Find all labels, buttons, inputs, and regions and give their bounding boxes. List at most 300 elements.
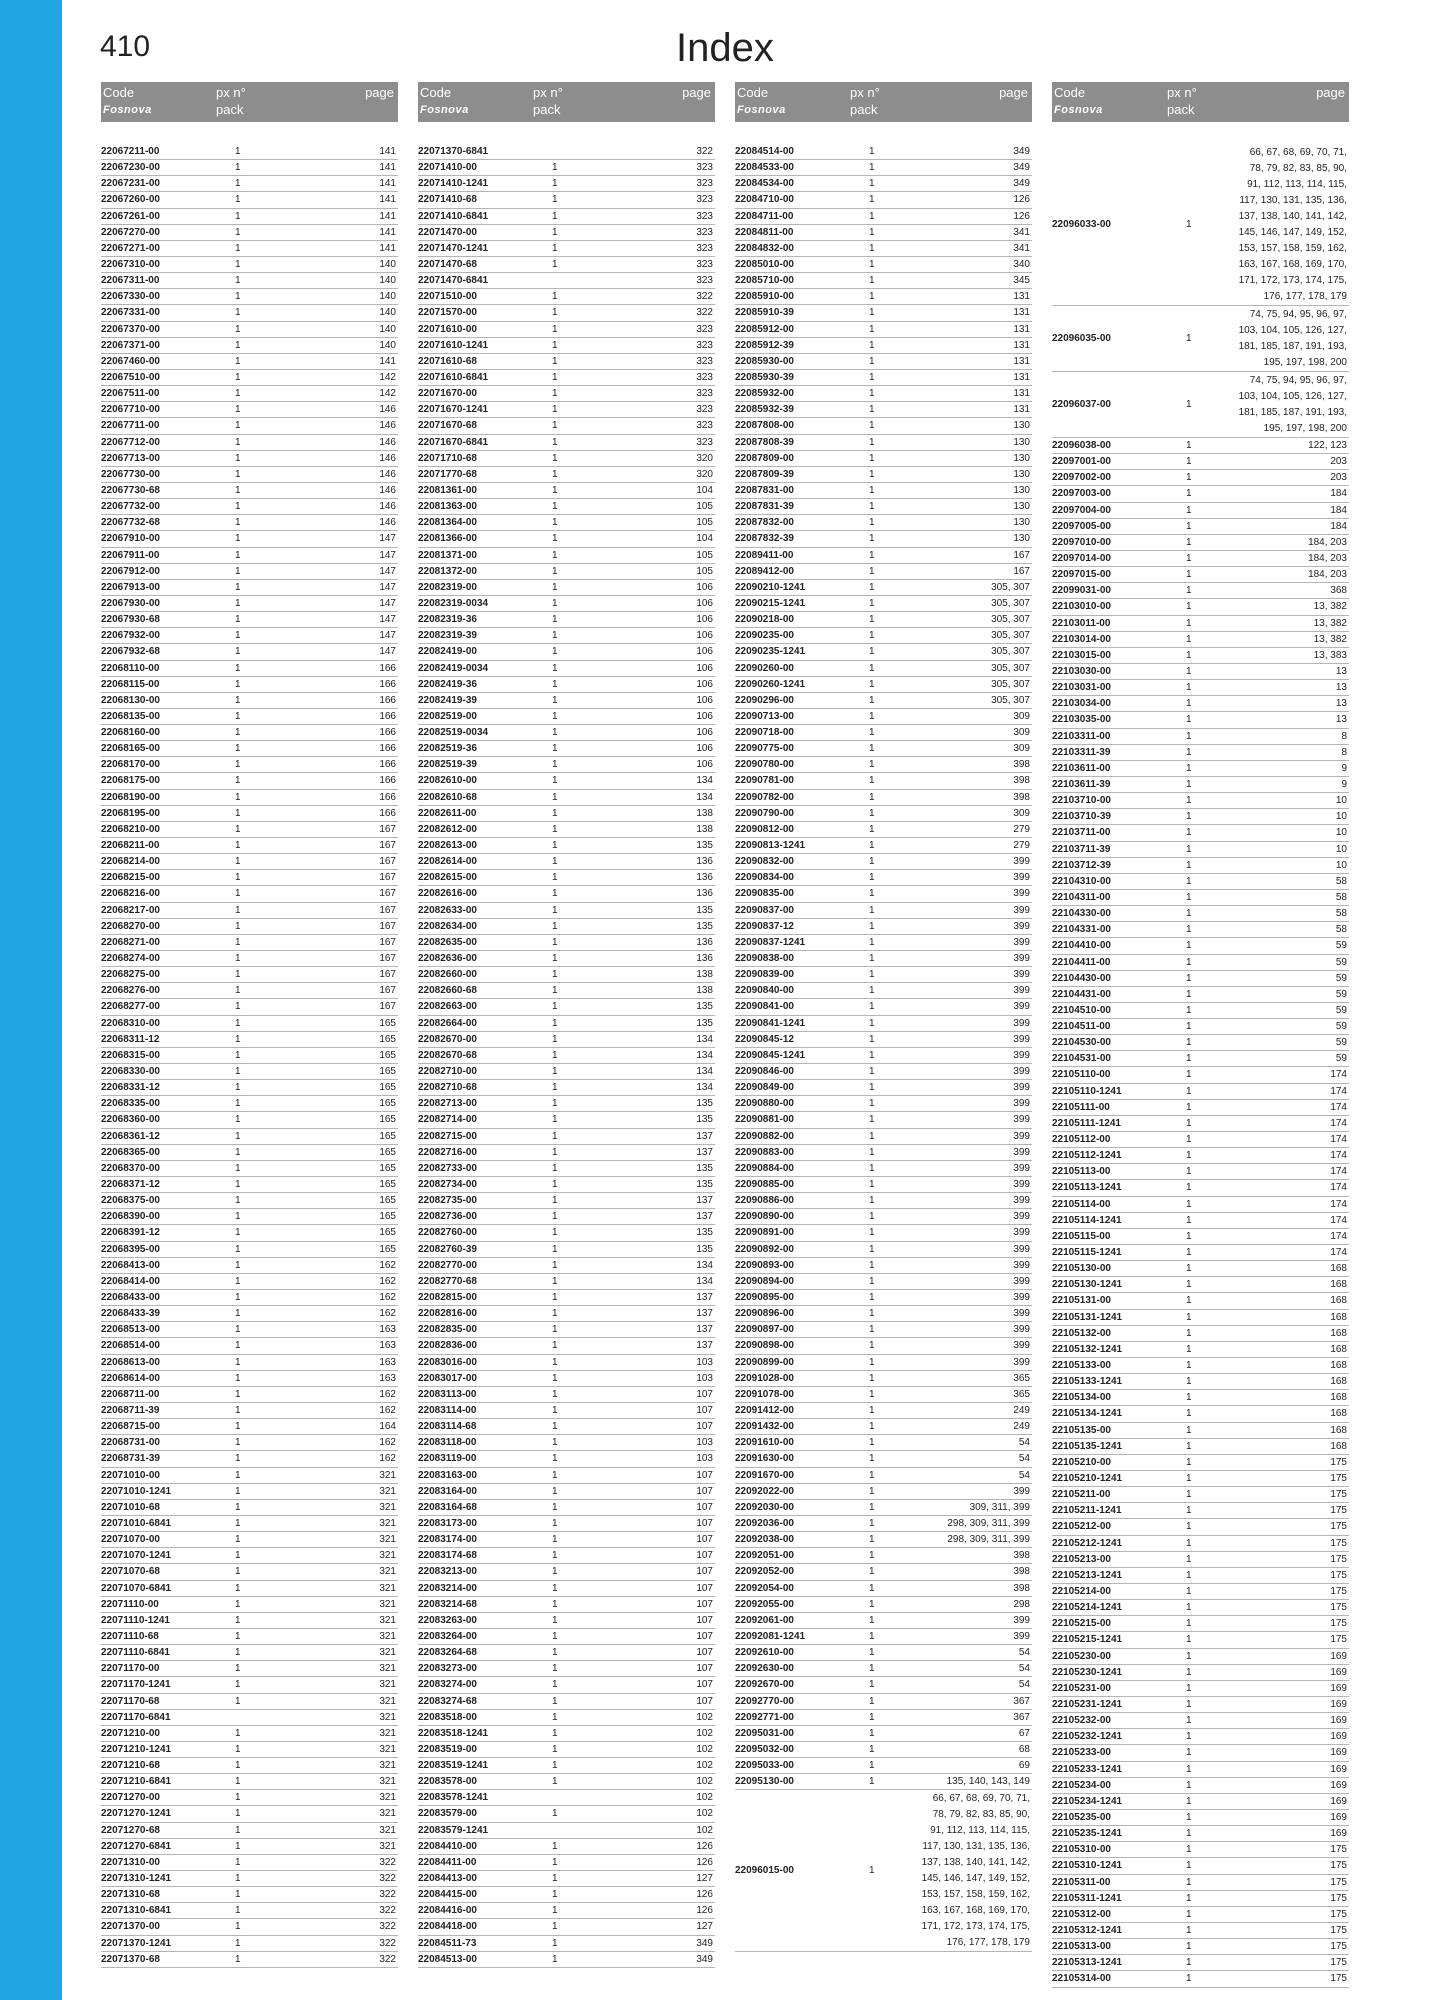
pack-quantity: 1 xyxy=(869,1308,875,1320)
index-row xyxy=(735,257,1032,273)
item-code: 22090780-00 xyxy=(735,759,794,771)
page-reference: 141 xyxy=(379,194,396,206)
pack-quantity: 1 xyxy=(552,1517,558,1529)
index-row xyxy=(1052,825,1349,841)
index-row xyxy=(418,241,715,257)
pack-quantity: 1 xyxy=(869,404,875,416)
item-code: 22092030-00 xyxy=(735,1501,794,1513)
header-pack: pack xyxy=(850,102,878,117)
item-code: 22067330-00 xyxy=(101,291,160,303)
item-code: 22084534-00 xyxy=(735,178,794,190)
item-code: 22105210-1241 xyxy=(1052,1473,1123,1484)
pack-quantity: 1 xyxy=(552,1501,558,1513)
index-row xyxy=(418,999,715,1015)
index-row xyxy=(735,338,1032,354)
pack-quantity: 1 xyxy=(1186,1634,1192,1646)
item-code: 22085910-00 xyxy=(735,291,794,303)
page-reference: 130 xyxy=(1013,420,1030,432)
index-row xyxy=(1052,1035,1349,1051)
item-code: 22083578-00 xyxy=(418,1776,477,1788)
index-row xyxy=(735,273,1032,289)
item-code: 22068731-00 xyxy=(101,1437,160,1449)
index-row xyxy=(735,1677,1032,1693)
pack-quantity: 1 xyxy=(869,339,875,351)
index-row xyxy=(101,1823,398,1839)
index-row xyxy=(735,1274,1032,1290)
pack-quantity: 1 xyxy=(235,856,241,868)
page-reference: 305, 307 xyxy=(991,614,1030,626)
item-code: 22092610-00 xyxy=(735,1647,794,1659)
page-reference: 102 xyxy=(696,1824,713,1836)
header-page: page xyxy=(365,85,394,100)
pack-quantity: 1 xyxy=(1186,746,1192,758)
item-code: 22082633-00 xyxy=(418,904,477,916)
pack-quantity: 1 xyxy=(552,1921,558,1933)
page-reference: 165 xyxy=(379,1049,396,1061)
item-code: 22081364-00 xyxy=(418,517,477,529)
index-row xyxy=(1052,890,1349,906)
item-code: 22071770-68 xyxy=(418,468,477,480)
page-reference: 399 xyxy=(1013,1308,1030,1320)
pack-quantity: 1 xyxy=(552,1098,558,1110)
item-code: 22068715-00 xyxy=(101,1421,160,1433)
page-reference: 203 xyxy=(1330,472,1347,484)
item-code: 22071210-6841 xyxy=(101,1776,172,1788)
pack-quantity: 1 xyxy=(235,1937,241,1949)
index-row xyxy=(735,1355,1032,1371)
page-reference: 146 xyxy=(379,420,396,432)
pack-quantity: 1 xyxy=(869,710,875,722)
page-reference: 175 xyxy=(1330,1456,1347,1468)
pack-quantity: 1 xyxy=(1186,1537,1192,1549)
item-code: 22082836-00 xyxy=(418,1340,477,1352)
index-row xyxy=(418,1887,715,1903)
index-row xyxy=(101,951,398,967)
index-row xyxy=(1052,1939,1349,1955)
index-row xyxy=(1052,777,1349,793)
page-reference: 309 xyxy=(1013,807,1030,819)
index-row xyxy=(101,1516,398,1532)
item-code: 22105111-00 xyxy=(1052,1101,1110,1113)
item-code: 22071110-6841 xyxy=(101,1647,170,1659)
index-row xyxy=(101,1468,398,1484)
page-reference: 323 xyxy=(696,404,713,416)
pack-quantity: 1 xyxy=(552,759,558,771)
item-code: 22090899-00 xyxy=(735,1356,794,1368)
pack-quantity: 1 xyxy=(869,1275,875,1287)
item-code: 22067932-68 xyxy=(101,646,160,658)
page-reference: 126 xyxy=(1013,194,1030,206)
index-row xyxy=(101,289,398,305)
pack-quantity: 1 xyxy=(235,533,241,545)
item-code: 22071410-00 xyxy=(418,162,477,174)
page-reference: 131 xyxy=(1013,371,1030,383)
page-reference: 162 xyxy=(379,1453,396,1465)
item-code: 22092054-00 xyxy=(735,1582,794,1594)
index-row xyxy=(418,1823,715,1839)
pack-quantity: 1 xyxy=(869,355,875,367)
item-code: 22067260-00 xyxy=(101,194,160,206)
index-row xyxy=(418,1694,715,1710)
page-reference: 107 xyxy=(696,1517,713,1529)
page-reference: 74, 75, 94, 95, 96, 97, 103, 104, 105, 126, 127, 181, 185, 187, 191, 193, 195, 197, 198, 200 xyxy=(1238,309,1347,368)
index-row xyxy=(735,725,1032,741)
pack-quantity: 1 xyxy=(235,1324,241,1336)
page-reference: 399 xyxy=(1013,1259,1030,1271)
pack-quantity: 1 xyxy=(235,1760,241,1772)
pack-quantity: 1 xyxy=(552,1421,558,1433)
index-row xyxy=(735,160,1032,176)
index-row xyxy=(418,305,715,321)
page-reference: 323 xyxy=(696,371,713,383)
item-code: 22068375-00 xyxy=(101,1195,160,1207)
page-reference: 107 xyxy=(696,1582,713,1594)
item-code: 22090892-00 xyxy=(735,1243,794,1255)
index-row xyxy=(418,806,715,822)
item-code: 22087831-00 xyxy=(735,484,794,496)
item-code: 22068315-00 xyxy=(101,1049,160,1061)
index-row xyxy=(1052,1019,1349,1035)
page-reference: 349 xyxy=(1013,146,1030,157)
item-code: 22104330-00 xyxy=(1052,908,1111,920)
index-row xyxy=(1052,1955,1349,1971)
pack-quantity: 1 xyxy=(1186,1230,1192,1242)
page-reference: 13, 382 xyxy=(1313,617,1347,629)
index-row xyxy=(735,176,1032,192)
pack-quantity: 1 xyxy=(869,468,875,480)
index-row xyxy=(418,1564,715,1580)
page-reference: 321 xyxy=(379,1727,396,1739)
page-reference: 136 xyxy=(696,936,713,948)
page-reference: 59 xyxy=(1335,972,1347,984)
index-row xyxy=(101,806,398,822)
pack-quantity: 1 xyxy=(235,775,241,787)
index-row xyxy=(418,1758,715,1774)
page-reference: 398 xyxy=(1013,775,1030,787)
index-row xyxy=(735,1645,1032,1661)
item-code: 22084413-00 xyxy=(418,1873,477,1885)
pack-quantity: 1 xyxy=(552,1743,558,1755)
pack-quantity: 1 xyxy=(235,1179,241,1190)
index-row xyxy=(1052,1503,1349,1519)
page-reference: 165 xyxy=(379,1130,396,1142)
index-row xyxy=(101,1597,398,1613)
index-row xyxy=(418,1726,715,1742)
pack-quantity: 1 xyxy=(235,1356,241,1368)
item-code: 22082660-68 xyxy=(418,985,477,997)
page-reference: 163 xyxy=(379,1356,396,1368)
pack-quantity: 1 xyxy=(235,371,241,383)
pack-quantity: 1 xyxy=(1186,1715,1192,1727)
page-reference: 184 xyxy=(1330,488,1347,500)
page-reference: 365 xyxy=(1013,1372,1030,1384)
item-code: 22103710-39 xyxy=(1052,811,1111,823)
item-code: 22071110-1241 xyxy=(101,1614,170,1626)
item-code: 22105214-1241 xyxy=(1052,1602,1123,1614)
item-code: 22067460-00 xyxy=(101,355,160,367)
index-row xyxy=(735,1322,1032,1338)
pack-quantity: 1 xyxy=(1186,1101,1192,1113)
item-code: 22092770-00 xyxy=(735,1695,794,1707)
page-reference: 345 xyxy=(1013,275,1030,287)
index-row xyxy=(418,1468,715,1484)
pack-quantity: 1 xyxy=(552,1485,558,1497)
item-code: 22083114-00 xyxy=(418,1404,477,1416)
pack-quantity: 1 xyxy=(1186,843,1192,855)
index-row xyxy=(735,1661,1032,1677)
side-accent-bar xyxy=(0,0,62,2000)
page-reference: 137 xyxy=(696,1195,713,1207)
page-reference: 323 xyxy=(696,388,713,400)
index-row xyxy=(101,838,398,854)
index-row xyxy=(1052,1390,1349,1406)
index-row xyxy=(735,354,1032,370)
index-row xyxy=(735,1080,1032,1096)
item-code: 22082635-00 xyxy=(418,936,477,948)
item-code: 22105211-1241 xyxy=(1052,1505,1122,1517)
page-reference: 166 xyxy=(379,759,396,771)
page-reference: 165 xyxy=(379,1195,396,1207)
item-code: 22105313-1241 xyxy=(1052,1957,1123,1969)
index-row xyxy=(101,531,398,547)
index-row xyxy=(735,1451,1032,1467)
item-code: 22068365-00 xyxy=(101,1146,160,1158)
pack-quantity: 1 xyxy=(552,694,558,706)
pack-quantity: 1 xyxy=(552,1130,558,1142)
header-page: page xyxy=(999,85,1028,100)
item-code: 22082760-00 xyxy=(418,1227,477,1239)
pack-quantity: 1 xyxy=(1186,1440,1192,1452)
index-row xyxy=(418,1338,715,1354)
pack-quantity: 1 xyxy=(552,1953,558,1965)
pack-quantity: 1 xyxy=(552,1614,558,1626)
item-code: 22105111-1241 xyxy=(1052,1117,1121,1129)
index-row xyxy=(101,483,398,499)
item-code: 22104410-00 xyxy=(1052,940,1111,952)
page-reference: 122, 123 xyxy=(1308,440,1347,451)
brand-logo: Fosnova xyxy=(420,104,469,116)
pack-quantity: 1 xyxy=(235,1679,241,1691)
index-row xyxy=(101,790,398,806)
page-reference: 126 xyxy=(696,1856,713,1868)
index-column-1 xyxy=(101,82,398,1968)
page-reference: 147 xyxy=(379,549,396,561)
item-code: 22071010-00 xyxy=(101,1469,160,1481)
index-row xyxy=(1052,1810,1349,1826)
page-reference: 174 xyxy=(1330,1117,1347,1129)
index-row xyxy=(418,225,715,241)
pack-quantity: 1 xyxy=(1186,940,1192,952)
page-reference: 165 xyxy=(379,1211,396,1223)
pack-quantity: 1 xyxy=(235,1792,241,1804)
item-code: 22082663-00 xyxy=(418,1001,477,1013)
item-code: 22068135-00 xyxy=(101,710,160,722)
page-reference: 103 xyxy=(696,1453,713,1465)
item-code: 22068390-00 xyxy=(101,1211,160,1223)
page-reference: 130 xyxy=(1013,517,1030,529)
page-reference: 13 xyxy=(1335,698,1347,710)
index-row xyxy=(101,1032,398,1048)
page-reference: 107 xyxy=(696,1469,713,1481)
page-reference: 175 xyxy=(1330,1569,1347,1581)
pack-quantity: 1 xyxy=(552,1469,558,1481)
page-reference: 162 xyxy=(379,1259,396,1271)
pack-quantity: 1 xyxy=(235,840,241,852)
index-row xyxy=(418,1209,715,1225)
page-reference: 175 xyxy=(1330,1860,1347,1872)
page-reference: 168 xyxy=(1330,1327,1347,1339)
item-code: 22096038-00 xyxy=(1052,440,1111,451)
page-reference: 168 xyxy=(1330,1343,1347,1355)
item-code: 22105234-1241 xyxy=(1052,1795,1123,1807)
pack-quantity: 1 xyxy=(1186,1295,1192,1307)
item-code: 22084415-00 xyxy=(418,1889,477,1901)
index-row xyxy=(418,192,715,208)
page-reference: 184 xyxy=(1330,504,1347,516)
page-reference: 106 xyxy=(696,694,713,706)
page-reference: 102 xyxy=(696,1711,713,1723)
pack-quantity: 1 xyxy=(1186,827,1192,839)
header-px: px n° xyxy=(533,85,563,100)
page-reference: 305, 307 xyxy=(991,678,1030,690)
pack-quantity: 1 xyxy=(552,823,558,835)
index-row xyxy=(1052,1971,1349,1987)
item-code: 22090832-00 xyxy=(735,856,794,868)
index-column-2 xyxy=(418,82,715,1968)
index-row xyxy=(101,1645,398,1661)
page-reference: 146 xyxy=(379,484,396,496)
index-row xyxy=(418,1629,715,1645)
item-code: 22082716-00 xyxy=(418,1146,477,1158)
page-reference: 167 xyxy=(379,856,396,868)
index-row xyxy=(101,628,398,644)
item-code: 22083264-00 xyxy=(418,1630,477,1642)
index-row xyxy=(101,564,398,580)
item-code: 22068391-12 xyxy=(101,1227,160,1239)
index-row xyxy=(735,741,1032,757)
pack-quantity: 1 xyxy=(552,1356,558,1368)
index-row xyxy=(418,903,715,919)
page-reference: 131 xyxy=(1013,388,1030,400)
item-code: 22104510-00 xyxy=(1052,1004,1111,1016)
item-code: 22068195-00 xyxy=(101,807,160,819)
page-reference: 169 xyxy=(1330,1666,1347,1678)
item-code: 22104431-00 xyxy=(1052,988,1111,1000)
page-reference: 58 xyxy=(1335,924,1347,936)
item-code: 22071670-00 xyxy=(418,388,477,400)
item-code: 22068216-00 xyxy=(101,888,160,900)
index-row xyxy=(1052,1439,1349,1455)
page-reference: 106 xyxy=(696,597,713,609)
index-row xyxy=(735,967,1032,983)
pack-quantity: 1 xyxy=(235,1663,241,1675)
page-reference: 137 xyxy=(696,1340,713,1352)
item-code: 22067231-00 xyxy=(101,178,160,190)
index-row xyxy=(1052,144,1349,306)
page-reference: 399 xyxy=(1013,1179,1030,1190)
index-row xyxy=(418,612,715,628)
pack-quantity: 1 xyxy=(1186,1844,1192,1856)
index-row xyxy=(418,838,715,854)
item-code: 22071210-1241 xyxy=(101,1743,172,1755)
pack-quantity: 1 xyxy=(869,1259,875,1271)
pack-quantity: 1 xyxy=(1186,333,1192,344)
index-row xyxy=(735,1177,1032,1193)
pack-quantity: 1 xyxy=(869,694,875,706)
page-reference: 399 xyxy=(1013,1066,1030,1078)
pack-quantity: 1 xyxy=(552,856,558,868)
page-reference: 175 xyxy=(1330,1521,1347,1533)
page-reference: 167 xyxy=(379,823,396,835)
pack-quantity: 1 xyxy=(869,436,875,448)
item-code: 22071610-6841 xyxy=(418,371,489,383)
page-reference: 166 xyxy=(379,775,396,787)
pack-quantity: 1 xyxy=(235,904,241,916)
index-row xyxy=(1052,1649,1349,1665)
pack-quantity: 1 xyxy=(869,1437,875,1449)
page-reference: 322 xyxy=(696,291,713,303)
page-reference: 66, 67, 68, 69, 70, 71, 78, 79, 82, 83, 85, 90, 91, 112, 113, 114, 115, 117, 130, 131, 135, 136, 137, 138, 140, 141, 142, 145, 146, 147, 149, 152, 153, 157, 158, 159, 162, 163, 167, 168, 169, 170, 171, 172, 173, 174, 175, 176, 177, 178, 179 xyxy=(921,1793,1030,1949)
page-reference: 167 xyxy=(379,904,396,916)
index-row xyxy=(418,1548,715,1564)
page-reference: 399 xyxy=(1013,1098,1030,1110)
index-row xyxy=(418,144,715,160)
index-row xyxy=(101,644,398,660)
pack-quantity: 1 xyxy=(869,662,875,674)
page-reference: 323 xyxy=(696,242,713,254)
pack-quantity: 1 xyxy=(869,888,875,900)
item-code: 22068613-00 xyxy=(101,1356,160,1368)
pack-quantity: 1 xyxy=(235,1291,241,1303)
item-code: 22105310-00 xyxy=(1052,1844,1111,1856)
item-code: 22083518-1241 xyxy=(418,1727,489,1739)
pack-quantity: 1 xyxy=(1186,1763,1192,1775)
index-row xyxy=(1052,1164,1349,1180)
index-row xyxy=(418,1112,715,1128)
item-code: 22090218-00 xyxy=(735,614,794,626)
pack-quantity: 1 xyxy=(869,1453,875,1465)
item-code: 22085932-39 xyxy=(735,404,794,416)
item-code: 22084811-00 xyxy=(735,226,794,238)
page-number: 410 xyxy=(100,30,151,63)
index-row xyxy=(735,1694,1032,1710)
index-row xyxy=(418,1710,715,1726)
index-row xyxy=(101,1193,398,1209)
index-row xyxy=(735,1774,1032,1790)
pack-quantity: 1 xyxy=(552,1291,558,1303)
index-row xyxy=(735,709,1032,725)
page-reference: 168 xyxy=(1330,1295,1347,1307)
header-pack: pack xyxy=(1167,102,1195,117)
item-code: 22087809-00 xyxy=(735,452,794,464)
page-reference: 399 xyxy=(1013,1017,1030,1029)
page-reference: 67 xyxy=(1018,1727,1030,1739)
index-row xyxy=(418,160,715,176)
page-reference: 107 xyxy=(696,1663,713,1675)
pack-quantity: 1 xyxy=(552,662,558,674)
page-reference: 135, 140, 143, 149 xyxy=(946,1776,1030,1788)
item-code: 22082736-00 xyxy=(418,1211,477,1223)
item-code: 22082610-00 xyxy=(418,775,477,787)
item-code: 22082733-00 xyxy=(418,1162,477,1174)
page-reference: 130 xyxy=(1013,452,1030,464)
item-code: 22083174-00 xyxy=(418,1534,477,1546)
page-reference: 134 xyxy=(696,1049,713,1061)
page-reference: 298 xyxy=(1013,1598,1030,1610)
item-code: 22071010-68 xyxy=(101,1501,160,1513)
page-reference: 141 xyxy=(379,355,396,367)
pack-quantity: 1 xyxy=(1186,1489,1192,1501)
